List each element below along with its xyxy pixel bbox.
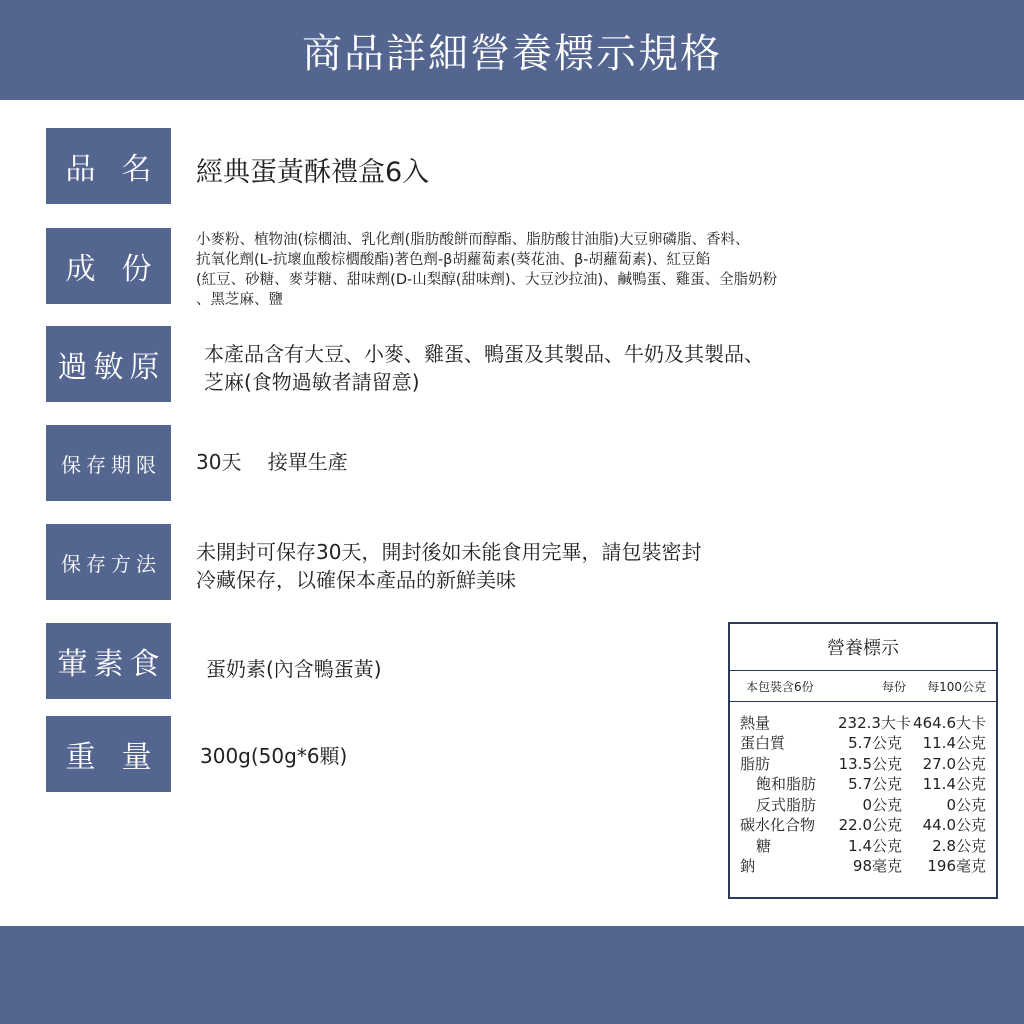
nutrition-header-servings: 本包裝含6份 bbox=[746, 679, 814, 694]
nutrient-per-serving: 1.4公克 bbox=[848, 836, 902, 855]
nutrient-per-serving: 13.5公克 bbox=[838, 754, 902, 773]
nutrition-row bbox=[740, 774, 986, 795]
storage-line: 冷藏保存，以確保本產品的新鮮美味 bbox=[196, 568, 516, 592]
ingredients-line: 小麥粉、植物油(棕櫚油、乳化劑(脂肪酸餅而醇酯、脂肪酸甘油脂)大豆卵磷脂、香料、 bbox=[196, 232, 750, 248]
nutrient-per-100: 27.0公克 bbox=[922, 754, 986, 773]
nutrient-per-100: 11.4公克 bbox=[922, 734, 986, 753]
nutrition-title: 營養標示 bbox=[730, 624, 996, 671]
label-allergen: 過敏原 bbox=[46, 326, 171, 402]
nutrient-per-100: 464.6大卡 bbox=[913, 713, 986, 732]
label-diet: 葷素食 bbox=[46, 623, 171, 699]
nutrition-row bbox=[740, 835, 986, 856]
nutrient-per-100: 2.8公克 bbox=[932, 836, 986, 855]
ingredients-line: 抗氧化劑(L-抗壞血酸棕櫚酸酯)著色劑-β胡蘿蔔素(葵花油、β-胡蘿蔔素)、紅豆餡 bbox=[196, 252, 711, 268]
label-shelf-life: 保存期限 bbox=[46, 425, 171, 501]
nutrient-name: 反式脂肪 bbox=[756, 795, 817, 814]
allergen-value bbox=[204, 340, 764, 396]
allergen-line: 本產品含有大豆、小麥、雞蛋、鴨蛋及其製品、牛奶及其製品、 bbox=[204, 342, 764, 366]
shelf-life-value: 30天 接單生產 bbox=[196, 450, 348, 474]
nutrient-per-100: 11.4公克 bbox=[922, 775, 986, 794]
label-product-name: 品名 bbox=[46, 128, 171, 204]
nutrient-per-serving: 0公克 bbox=[862, 795, 902, 814]
nutrition-table bbox=[728, 622, 998, 899]
diet-value: 蛋奶素(內含鴨蛋黃) bbox=[206, 657, 382, 681]
nutrition-row bbox=[740, 815, 986, 836]
nutrition-row bbox=[740, 856, 986, 877]
nutrient-name: 碳水化合物 bbox=[740, 816, 816, 835]
nutrient-name: 熱量 bbox=[740, 713, 771, 732]
product-name-value: 經典蛋黃酥禮盒6入 bbox=[196, 157, 430, 188]
allergen-line: 芝麻(食物過敏者請留意) bbox=[204, 370, 420, 394]
nutrient-name: 糖 bbox=[756, 836, 772, 855]
nutrition-row bbox=[740, 794, 986, 815]
nutrient-per-serving: 5.7公克 bbox=[848, 734, 902, 753]
storage-value bbox=[196, 538, 701, 594]
page-footer bbox=[0, 926, 1024, 1024]
nutrition-row bbox=[740, 712, 986, 733]
nutrient-per-serving: 232.3大卡 bbox=[838, 713, 911, 732]
label-weight: 重量 bbox=[46, 716, 171, 792]
ingredients-value bbox=[196, 230, 777, 310]
label-ingredients: 成份 bbox=[46, 228, 171, 304]
nutrition-header-per-serving: 每份 bbox=[881, 679, 906, 694]
nutrient-name: 蛋白質 bbox=[740, 734, 786, 753]
ingredients-line: (紅豆、砂糖、麥芽糖、甜味劑(D-山梨醇(甜味劑)、大豆沙拉油)、鹹鴨蛋、雞蛋、全脂奶粉 bbox=[196, 272, 778, 288]
page-header bbox=[0, 0, 1024, 100]
nutrition-row bbox=[740, 733, 986, 754]
nutrient-name: 脂肪 bbox=[740, 754, 771, 773]
nutrient-name: 鈉 bbox=[740, 857, 756, 876]
nutrient-per-100: 196毫克 bbox=[927, 857, 986, 876]
nutrition-body bbox=[730, 702, 996, 876]
page-title: 商品詳細營養標示規格 bbox=[302, 30, 722, 77]
label-storage: 保存方法 bbox=[46, 524, 171, 600]
nutrition-row bbox=[740, 753, 986, 774]
nutrient-name: 飽和脂肪 bbox=[756, 775, 817, 794]
nutrient-per-serving: 98毫克 bbox=[852, 857, 902, 876]
nutrient-per-100: 44.0公克 bbox=[922, 816, 986, 835]
nutrient-per-serving: 5.7公克 bbox=[848, 775, 902, 794]
nutrition-header-per-100: 每100公克 bbox=[927, 679, 986, 694]
nutrient-per-100: 0公克 bbox=[946, 795, 986, 814]
ingredients-line: 、黑芝麻、鹽 bbox=[196, 292, 283, 308]
nutrient-per-serving: 22.0公克 bbox=[838, 816, 902, 835]
weight-value: 300g(50g*6顆) bbox=[200, 744, 348, 768]
storage-line: 未開封可保存30天，開封後如未能食用完畢，請包裝密封 bbox=[196, 540, 702, 564]
nutrition-header bbox=[730, 671, 996, 702]
